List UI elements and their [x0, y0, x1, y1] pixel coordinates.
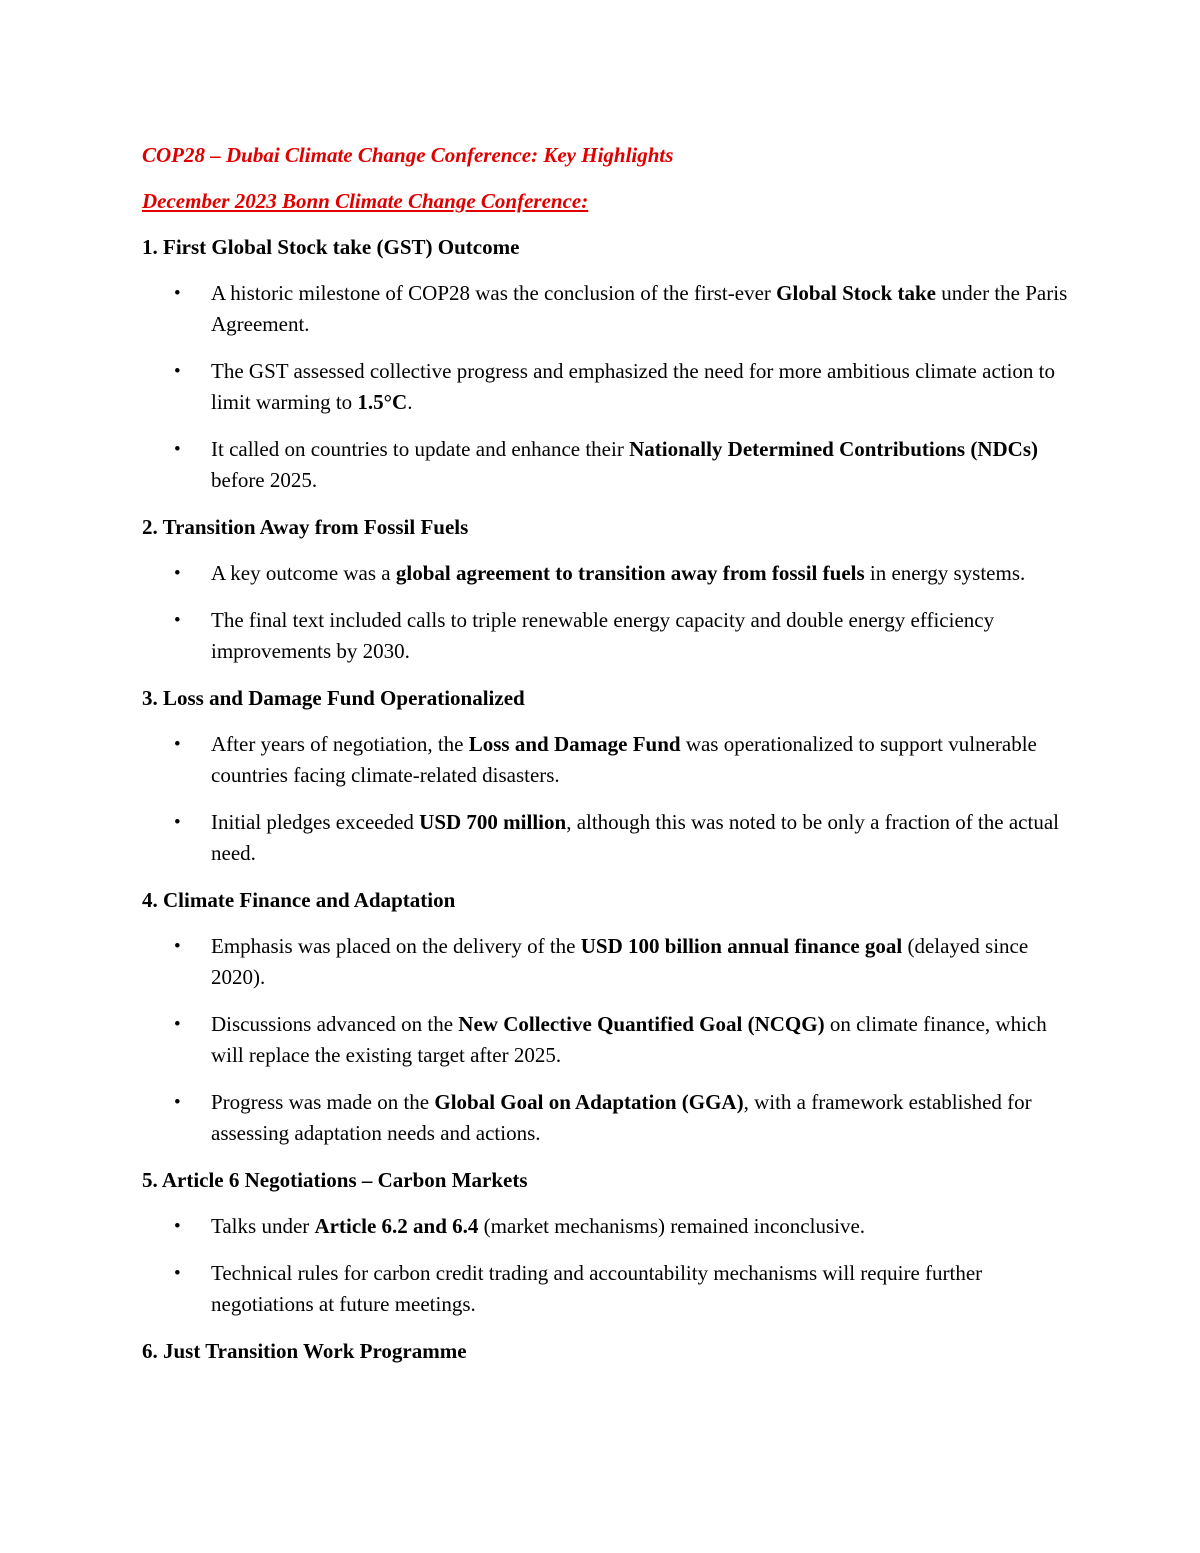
bullet-list — [142, 931, 1072, 1149]
text-run: After years of negotiation, the — [211, 732, 469, 756]
section-heading: 6. Just Transition Work Programme — [142, 1339, 467, 1363]
bold-text: Global Stock take — [776, 281, 937, 305]
document-subtitle: December 2023 Bonn Climate Change Conference: — [142, 189, 589, 213]
text-run: Progress was made on the — [211, 1090, 435, 1114]
document-title: COP28 – Dubai Climate Change Conference: Key Highlights — [142, 143, 674, 167]
bullet-icon: • — [174, 1014, 181, 1035]
document-body — [142, 140, 1072, 1382]
bold-text: global agreement to transition away from fossil fuels — [395, 561, 865, 585]
section-heading: 4. Climate Finance and Adaptation — [142, 888, 456, 912]
bullet-icon: • — [174, 283, 181, 304]
section — [142, 512, 1072, 667]
text-run: Initial pledges exceeded — [211, 810, 420, 834]
bullet-item — [142, 558, 1072, 589]
bullet-item — [142, 1211, 1072, 1242]
section-heading: 1. First Global Stock take (GST) Outcome — [142, 235, 520, 259]
bullet-icon: • — [174, 1263, 181, 1284]
bold-text: Loss and Damage Fund — [468, 732, 681, 756]
text-run: was operationalized to support vulnerable countries facing climate-related disasters. — [211, 732, 1037, 787]
bullet-list — [142, 1211, 1072, 1320]
text-run: The final text included calls to triple renewable energy capacity and double energy efficiency improvements by 2030. — [211, 608, 995, 663]
bold-text: USD 100 billion annual finance goal — [580, 934, 903, 958]
bullet-item — [142, 434, 1072, 496]
bullet-icon: • — [174, 563, 181, 584]
section — [142, 232, 1072, 496]
section — [142, 885, 1072, 1149]
bullet-icon: • — [174, 1216, 181, 1237]
text-run: (delayed since 2020). — [211, 934, 1029, 989]
bold-text: 1.5°C — [357, 390, 408, 414]
bullet-list — [142, 729, 1072, 869]
text-run: , with a framework established for assessing adaptation needs and actions. — [211, 1090, 1032, 1145]
section-heading: 2. Transition Away from Fossil Fuels — [142, 515, 469, 539]
bullet-item — [142, 278, 1072, 340]
text-run: Discussions advanced on the — [211, 1012, 459, 1036]
bold-text: New Collective Quantified Goal (NCQG) — [458, 1012, 825, 1036]
text-run: under the Paris Agreement. — [211, 281, 1068, 336]
bullet-item — [142, 1258, 1072, 1320]
bullet-icon: • — [174, 610, 181, 631]
text-run: Technical rules for carbon credit trading and accountability mechanisms will require further negotiations at future meetings. — [211, 1261, 983, 1316]
text-run: , although this was noted to be only a fraction of the actual need. — [211, 810, 1059, 865]
section — [142, 1336, 1072, 1366]
bullet-list — [142, 278, 1072, 496]
text-run: A key outcome was a — [211, 561, 396, 585]
text-run: in energy systems. — [864, 561, 1026, 585]
bullet-list — [142, 558, 1072, 667]
bullet-item — [142, 1087, 1072, 1149]
text-run: . — [407, 390, 413, 414]
bullet-icon: • — [174, 439, 181, 460]
bullet-icon: • — [174, 1092, 181, 1113]
sections-container — [142, 232, 1072, 1366]
bullet-item — [142, 1009, 1072, 1071]
section-heading: 3. Loss and Damage Fund Operationalized — [142, 686, 525, 710]
bold-text: Nationally Determined Contributions (NDCs) — [629, 437, 1038, 461]
bold-text: Article 6.2 and 6.4 — [314, 1214, 479, 1238]
text-run: It called on countries to update and enhance their — [211, 437, 630, 461]
bullet-item — [142, 729, 1072, 791]
text-run: on climate finance, which will replace the existing target after 2025. — [211, 1012, 1047, 1067]
bold-text: USD 700 million — [419, 810, 567, 834]
bold-text: Global Goal on Adaptation (GGA) — [434, 1090, 744, 1114]
section-heading: 5. Article 6 Negotiations – Carbon Markets — [142, 1168, 528, 1192]
section — [142, 683, 1072, 869]
bullet-item — [142, 807, 1072, 869]
bullet-icon: • — [174, 734, 181, 755]
bullet-icon: • — [174, 936, 181, 957]
text-run: (market mechanisms) remained inconclusive. — [478, 1214, 866, 1238]
text-run: Talks under — [211, 1214, 315, 1238]
text-run: A historic milestone of COP28 was the conclusion of the first-ever — [211, 281, 777, 305]
bullet-item — [142, 931, 1072, 993]
text-run: The GST assessed collective progress and emphasized the need for more ambitious climate action to limit warming to — [211, 359, 1056, 414]
text-run: Emphasis was placed on the delivery of the — [211, 934, 581, 958]
section — [142, 1165, 1072, 1320]
bullet-icon: • — [174, 812, 181, 833]
bullet-icon: • — [174, 361, 181, 382]
bullet-item — [142, 605, 1072, 667]
bullet-item — [142, 356, 1072, 418]
text-run: before 2025. — [211, 468, 318, 492]
